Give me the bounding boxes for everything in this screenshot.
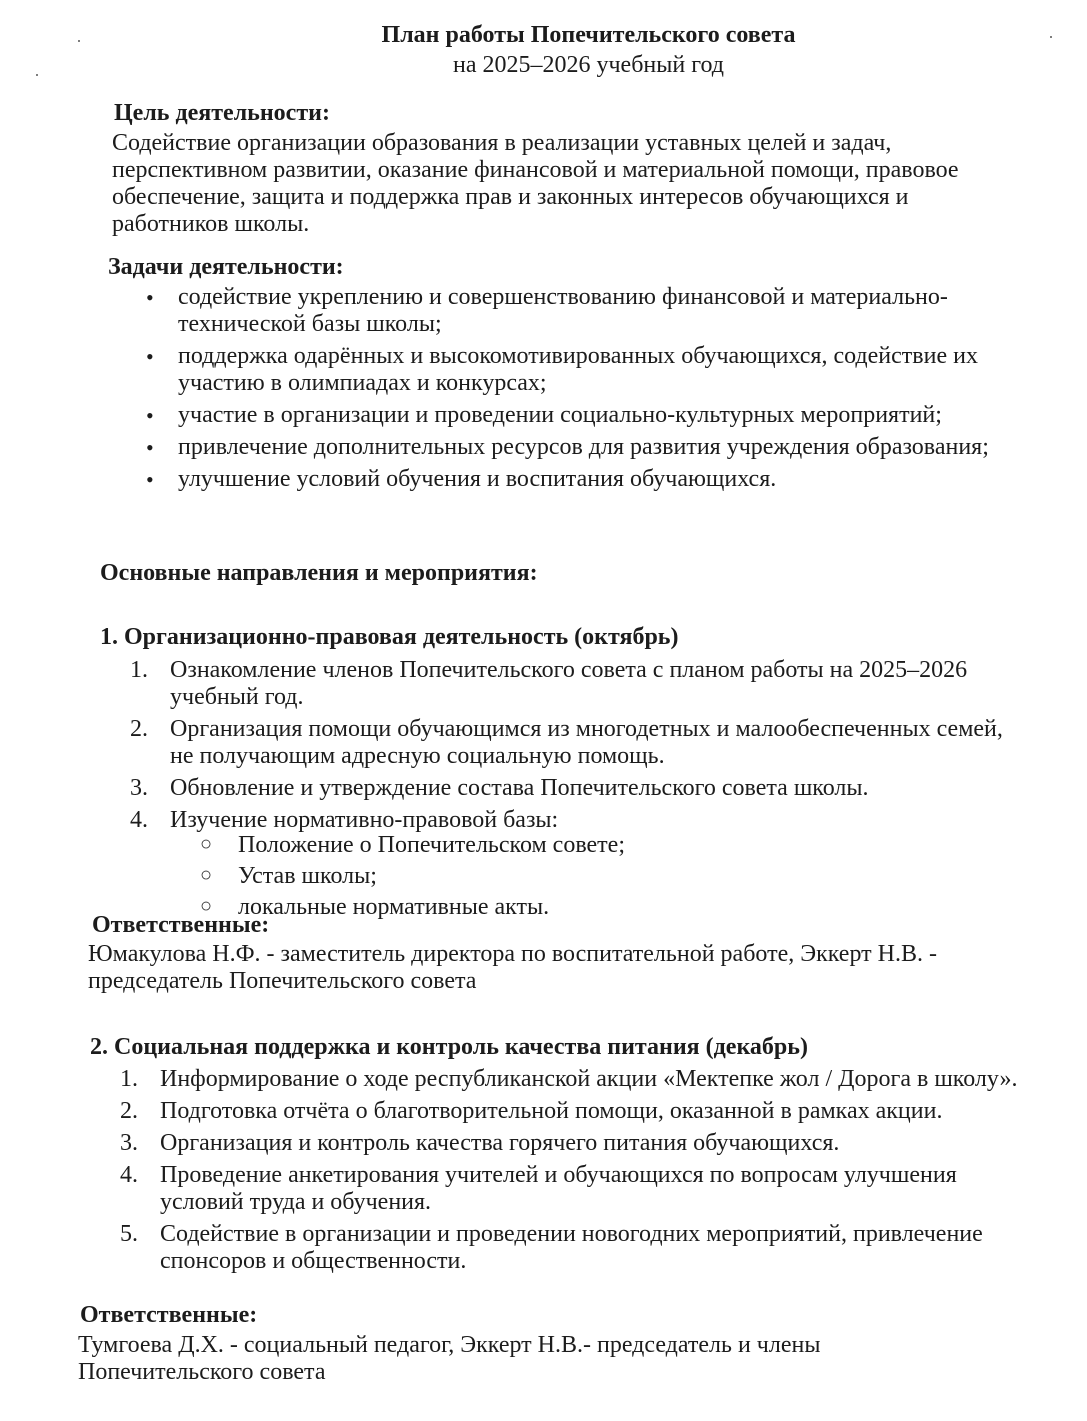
scan-speck — [1050, 36, 1052, 38]
list-item: 1. Информирование о ходе республиканской акции «Мектепке жол / Дорога в школу». — [120, 1066, 1018, 1092]
goal-heading: Цель деятельности: — [114, 100, 330, 126]
tasks-heading: Задачи деятельности: — [108, 254, 344, 280]
list-item: • участие в организации и проведении социально-культурных мероприятий; — [146, 402, 942, 428]
list-item: 4. Проведение анкетирования учителей и обучающихся по вопросам улучшения условий труда и обучения. — [120, 1162, 957, 1215]
section-2-responsible — [78, 1332, 1058, 1386]
bullet-icon: • — [146, 467, 154, 492]
scan-speck — [36, 74, 38, 76]
scan-speck — [78, 40, 80, 42]
section-2-responsible-heading: Ответственные: — [80, 1302, 258, 1328]
list-item: 1. Ознакомление членов Попечительского совета с планом работы на 2025–2026 учебный год. — [130, 657, 968, 710]
list-item: 2. Подготовка отчёта о благотворительной помощи, оказанной в рамках акции. — [120, 1098, 943, 1124]
list-item: • улучшение условий обучения и воспитания обучающихся. — [146, 466, 777, 492]
list-item: • привлечение дополнительных ресурсов для развития учреждения образования; — [146, 434, 989, 460]
list-item: • содействие укреплению и совершенствованию финансовой и материально-технической базы школы; — [146, 284, 948, 337]
bullet-icon: • — [146, 403, 154, 428]
circle-bullet-icon: ○ — [200, 864, 213, 886]
list-item: ○ Положение о Попечительском совете; — [200, 832, 625, 858]
section-1-responsible-heading: Ответственные: — [92, 912, 270, 938]
document-subtitle: на 2025–2026 учебный год — [452, 52, 724, 78]
goal-line: работников школы. — [112, 211, 310, 237]
responsible-line: Тумгоева Д.Х. - социальный педагог, Эккерт Н.В.- председатель и члены — [78, 1332, 821, 1358]
directions-heading: Основные направления и мероприятия: — [100, 560, 538, 586]
bullet-icon: • — [146, 285, 154, 310]
list-item: 4. Изучение нормативно-правовой базы: — [130, 807, 559, 833]
circle-bullet-icon: ○ — [200, 895, 213, 917]
goal-line: перспективном развитии, оказание финансовой и материальной помощи, правовое — [112, 157, 959, 183]
bullet-icon: • — [146, 435, 154, 460]
responsible-line: Юмакулова Н.Ф. - заместитель директора по воспитательной работе, Эккерт Н.В. - — [88, 941, 937, 967]
list-item: • поддержка одарённых и высокомотивированных обучающихся, содействие их участию в олимпиадах и конкурсах; — [146, 343, 978, 396]
circle-bullet-icon: ○ — [200, 833, 213, 855]
goal-text — [112, 130, 1072, 238]
section-1-list — [130, 657, 1010, 839]
list-item: 3. Обновление и утверждение состава Попечительского совета школы. — [130, 775, 869, 801]
bullet-icon: • — [146, 344, 154, 369]
goal-line: обеспечение, защита и поддержка прав и законных интересов обучающихся и — [112, 184, 909, 210]
section-1-sublist — [200, 832, 938, 925]
responsible-line: председатель Попечительского совета — [88, 968, 477, 994]
section-2-list — [120, 1066, 1020, 1280]
list-item: 3. Организация и контроль качества горячего питания обучающихся. — [120, 1130, 840, 1156]
tasks-list — [146, 284, 1038, 498]
list-item: ○ локальные нормативные акты. — [200, 894, 550, 920]
list-item: 2. Организация помощи обучающимся из многодетных и малообеспеченных семей, не получающим адресную социальную помощь. — [130, 716, 1003, 769]
list-item: 5. Содействие в организации и проведении новогодних мероприятий, привлечение спонсоров и общественности. — [120, 1221, 983, 1274]
section-1-responsible — [88, 941, 1068, 995]
responsible-line: Попечительского совета — [78, 1359, 326, 1385]
section-1-heading: 1. Организационно-правовая деятельность (октябрь) — [100, 624, 679, 650]
goal-line: Содействие организации образования в реализации уставных целей и задач, — [112, 130, 892, 156]
document-title: План работы Попечительского совета — [381, 22, 796, 48]
section-2-heading: 2. Социальная поддержка и контроль качества питания (декабрь) — [90, 1034, 808, 1060]
list-item: ○ Устав школы; — [200, 863, 377, 889]
